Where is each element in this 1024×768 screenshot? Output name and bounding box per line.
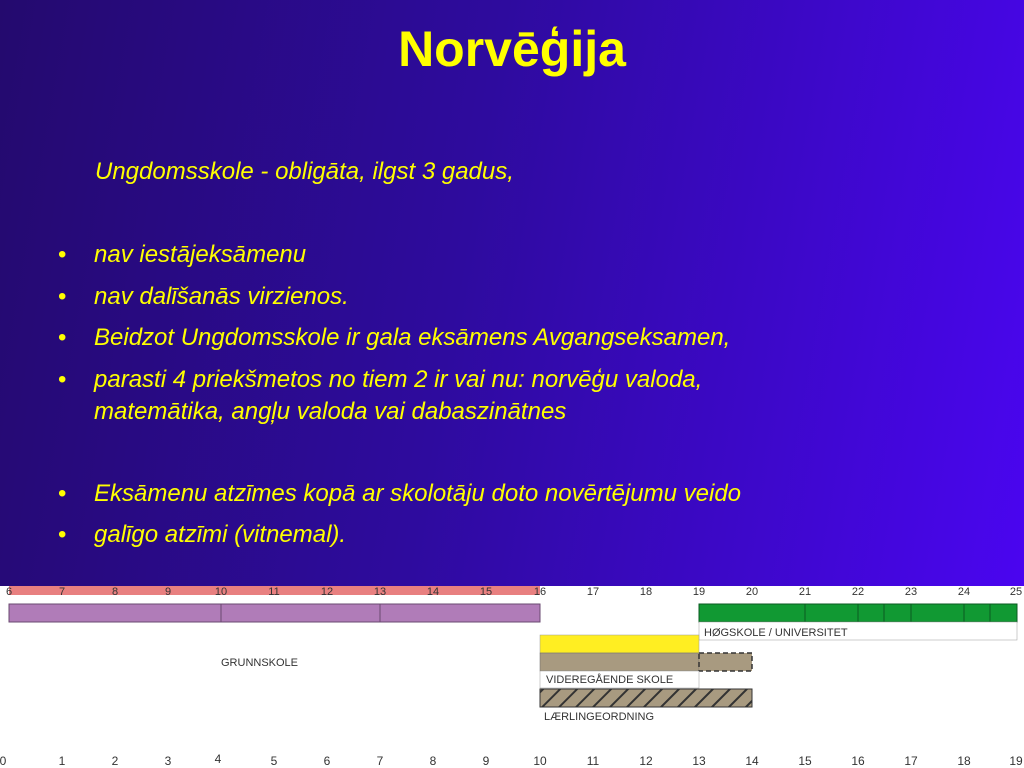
age-tick: 13 [373,586,387,598]
laerling-label: LÆRLINGEORDNING [544,711,655,723]
bullet-dot: • [58,324,67,351]
age-tick: 20 [745,586,759,598]
education-system-diagram [0,586,1024,768]
age-tick: 14 [426,586,440,598]
age-tick: 21 [798,586,812,598]
year-ticks [0,752,1023,768]
age-tick: 17 [586,586,600,598]
age-tick: 18 [639,586,653,598]
bullet-dot: • [58,241,67,268]
bullet-dot: • [58,283,67,310]
year-tick: 0 [0,754,7,768]
age-tick: 6 [5,586,13,598]
year-tick: 3 [164,754,172,768]
year-tick: 8 [429,754,437,768]
year-tick: 19 [1009,754,1023,768]
hogskole-label: HØGSKOLE / UNIVERSITET [704,627,848,639]
bullet-text: galīgo atzīmi (vitnemal). [94,521,347,548]
age-tick: 24 [957,586,971,598]
year-tick: 11 [586,754,600,768]
bullet-dot: • [58,521,67,548]
year-tick: 18 [957,754,971,768]
diagram-svg [0,586,1024,768]
age-tick: 15 [479,586,493,598]
age-tick: 10 [214,586,228,598]
age-tick: 11 [268,586,280,598]
age-tick: 12 [320,586,334,598]
videregaende-label: VIDEREGÅENDE SKOLE [546,674,674,686]
bullet-text: Eksāmenu atzīmes kopā ar skolotāju doto novērtējumu veido [94,480,742,507]
year-tick: 1 [58,754,66,768]
year-tick: 5 [270,754,278,768]
intro-text: Ungdomsskole - obligāta, ilgst 3 gadus, [95,158,514,185]
bullet-text: nav dalīšanās virzienos. [94,283,349,310]
bullet-text: Beidzot Ungdomsskole ir gala eksāmens Avgangseksamen, [94,324,731,351]
year-tick: 12 [639,754,653,768]
bullet-text: parasti 4 priekšmetos no tiem 2 ir vai nu: norvēģu valoda, [94,366,703,393]
year-tick: 13 [692,754,706,768]
videregaende-block [540,635,752,688]
year-tick: 17 [904,754,918,768]
hogskole-block [699,604,1017,640]
age-tick: 16 [533,586,547,598]
laerling-block [540,689,752,723]
grunnskole-block [9,604,540,669]
age-tick: 25 [1009,586,1023,598]
year-tick: 7 [376,754,384,768]
year-tick: 10 [533,754,547,768]
year-tick: 2 [111,754,119,768]
age-tick: 7 [58,586,66,598]
year-tick: 14 [745,754,759,768]
age-tick: 22 [851,586,865,598]
age-tick: 8 [111,586,119,598]
bullet-dot: • [58,480,67,507]
grunnskole-label: GRUNNSKOLE [221,657,299,669]
year-tick: 15 [798,754,812,768]
bullet-text: matemātika, angļu valoda vai dabaszinātnes [94,398,567,425]
slide-title: Norvēģija [398,21,626,77]
year-tick: 16 [851,754,865,768]
age-tick: 9 [164,586,172,598]
year-tick: 4 [214,752,222,766]
age-tick: 19 [692,586,706,598]
year-tick: 9 [482,754,490,768]
year-tick: 6 [323,754,331,768]
bullet-text: nav iestājeksāmenu [94,241,307,268]
bullet-dot: • [58,366,67,393]
age-tick: 23 [904,586,918,598]
